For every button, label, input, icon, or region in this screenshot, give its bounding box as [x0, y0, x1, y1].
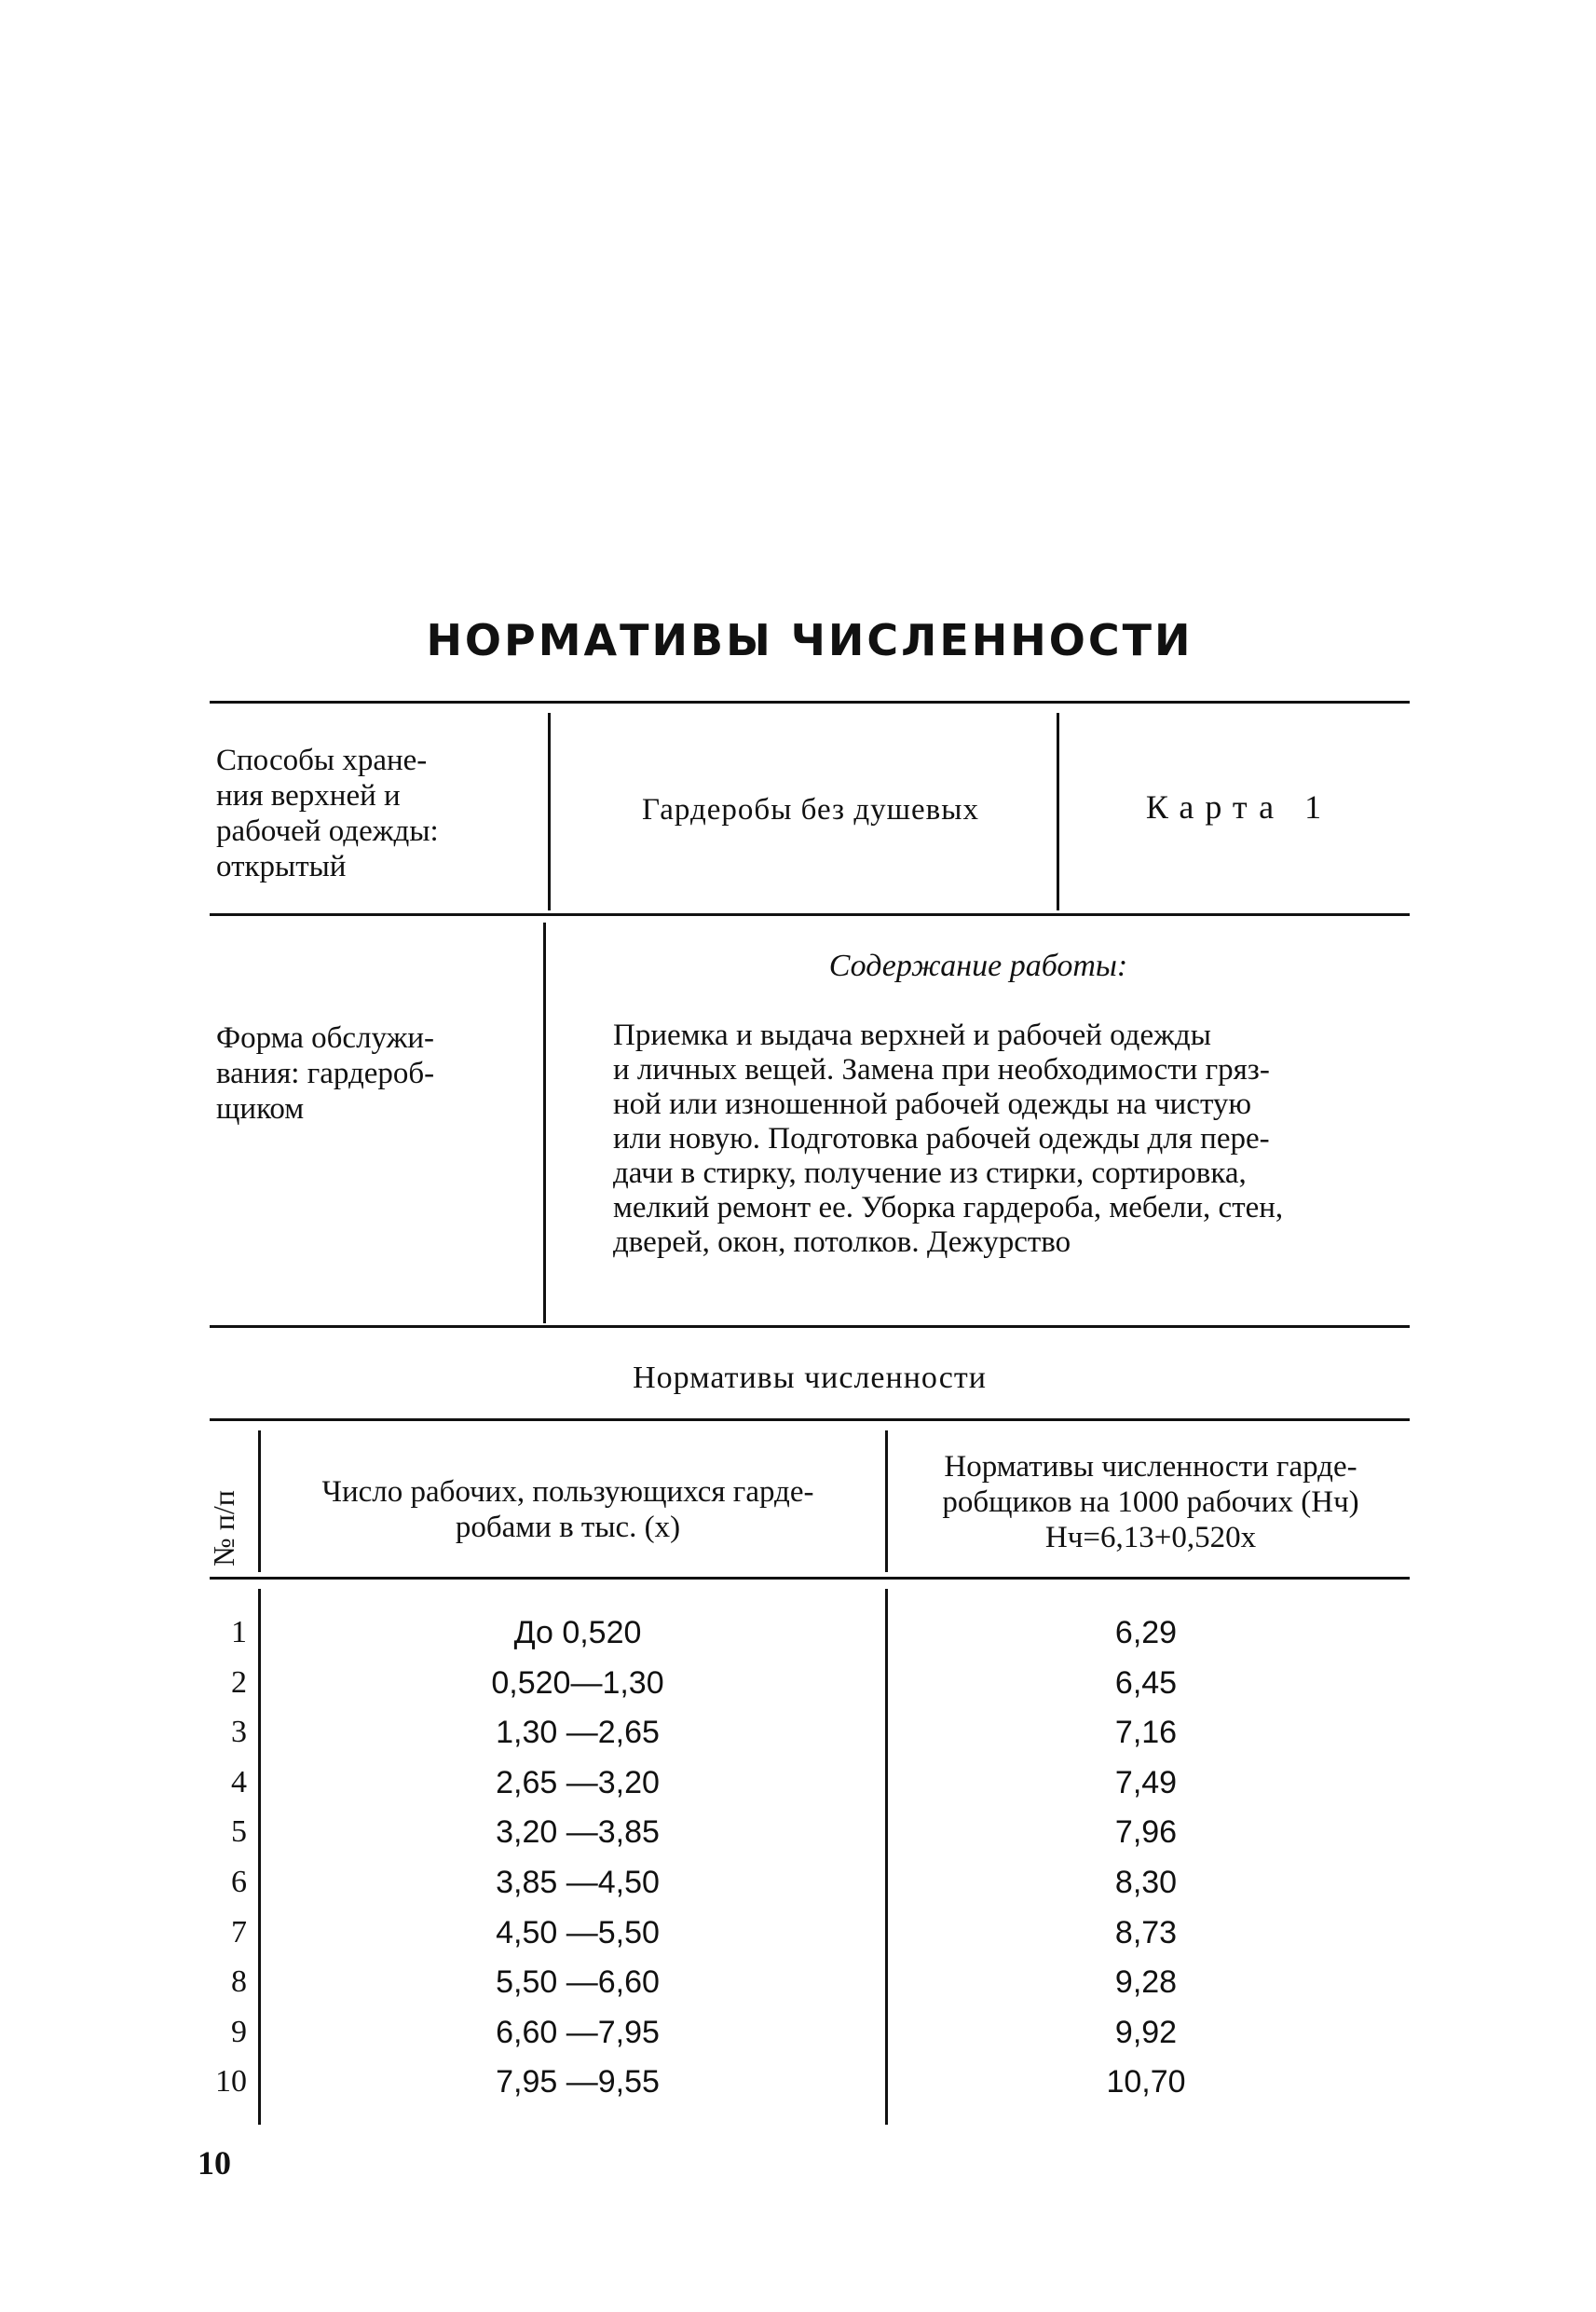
vline-header-1 — [548, 713, 551, 910]
column-header-workers-line: Число рабочих, пользующихся гарде- — [321, 1475, 814, 1509]
row-number: 1 — [231, 1615, 247, 1649]
storage-line: открытый — [216, 850, 347, 883]
vline-table-body-1 — [258, 1589, 261, 2125]
row-number: 5 — [231, 1814, 247, 1849]
vline-content — [543, 923, 546, 1323]
row-norm: 6,29 — [1114, 1615, 1178, 1650]
row-norm: 7,16 — [1114, 1715, 1178, 1750]
row-norm: 10,70 — [1106, 2064, 1186, 2100]
column-header-number — [191, 1477, 256, 1580]
storage-line: Способы хране- — [216, 744, 428, 777]
content-line: Приемка и выдача верхней и рабочей одежды — [613, 1019, 1211, 1052]
service-form-line: Форма обслужи- — [216, 1021, 435, 1055]
content-line: дверей, окон, потолков. Дежурство — [613, 1225, 1071, 1259]
row-workers: 5,50 —6,60 — [496, 1964, 660, 2000]
content-line: и личных вещей. Замена при необходимости гряз- — [613, 1053, 1270, 1087]
content-title: Содержание работы: — [828, 949, 1128, 983]
column-header-norms-line: Нормативы численности гарде- — [944, 1450, 1357, 1484]
content-line: мелкий ремонт ее. Уборка гардероба, мебели, стен, — [613, 1191, 1284, 1224]
row-workers: 1,30 —2,65 — [496, 1715, 660, 1750]
content-line: ной или изношенной рабочей одежды на чистую — [613, 1088, 1252, 1121]
storage-line: рабочей одежды: — [216, 814, 439, 848]
row-workers: 3,85 —4,50 — [496, 1865, 660, 1900]
row-norm: 8,30 — [1114, 1865, 1178, 1900]
row-number: 8 — [231, 1964, 247, 1999]
vline-table-body-2 — [885, 1589, 888, 2125]
content-line: или новую. Подготовка рабочей одежды для пере- — [613, 1122, 1270, 1156]
row-workers: 0,520—1,30 — [491, 1665, 664, 1701]
table-subtitle: Нормативы численности — [633, 1361, 987, 1395]
service-form-line: щиком — [216, 1092, 305, 1126]
card-label: Карта 1 — [1145, 788, 1333, 826]
column-header-workers — [263, 1474, 873, 1545]
row-number: 10 — [215, 2064, 247, 2099]
rule-content-bottom — [210, 1325, 1410, 1328]
column-header-workers-line: робами в тыс. (x) — [455, 1511, 681, 1544]
rule-header-bottom — [210, 913, 1410, 916]
row-norm: 7,49 — [1114, 1765, 1178, 1800]
row-norm: 8,73 — [1114, 1915, 1178, 1950]
row-number: 6 — [231, 1865, 247, 1899]
row-workers: До 0,520 — [513, 1615, 642, 1650]
column-header-number-text: № п/п — [207, 1490, 241, 1566]
row-norm: 6,45 — [1114, 1665, 1178, 1701]
row-workers: 3,20 —3,85 — [496, 1814, 660, 1850]
storage-method — [216, 743, 524, 884]
column-header-norms-formula: Hч=6,13+0,520x — [1044, 1521, 1257, 1554]
service-form-line: вания: гардероб- — [216, 1057, 435, 1090]
rule-table-top — [210, 1418, 1410, 1421]
row-workers: 2,65 —3,20 — [496, 1765, 660, 1800]
row-norm: 9,92 — [1114, 2015, 1178, 2050]
row-workers: 4,50 —5,50 — [496, 1915, 660, 1950]
row-workers: 6,60 —7,95 — [496, 2015, 660, 2050]
row-number: 4 — [231, 1765, 247, 1799]
page-title: НОРМАТИВЫ ЧИСЛЕННОСТИ — [426, 615, 1194, 665]
page-number: 10 — [198, 2144, 231, 2182]
row-number: 2 — [231, 1665, 247, 1700]
column-header-norms — [890, 1449, 1412, 1555]
content-line: дачи в стирку, получение из стирки, сортировка, — [613, 1156, 1247, 1190]
column-header-norms-line: робщиков на 1000 рабочих (Hч) — [942, 1485, 1359, 1519]
rule-table-head-bottom — [210, 1577, 1410, 1580]
rule-top — [210, 701, 1410, 704]
vline-table-head-1 — [258, 1430, 261, 1572]
content-body — [613, 1019, 1414, 1260]
row-workers: 7,95 —9,55 — [496, 2064, 660, 2100]
row-norm: 7,96 — [1114, 1814, 1178, 1850]
service-form — [216, 1020, 524, 1127]
row-number: 3 — [231, 1715, 247, 1749]
row-norm: 9,28 — [1114, 1964, 1178, 2000]
wardrobe-type: Гардеробы без душевых — [642, 793, 979, 827]
storage-line: ния верхней и — [216, 779, 401, 813]
row-number: 7 — [231, 1915, 247, 1949]
vline-table-head-2 — [885, 1430, 888, 1572]
row-number: 9 — [231, 2015, 247, 2049]
